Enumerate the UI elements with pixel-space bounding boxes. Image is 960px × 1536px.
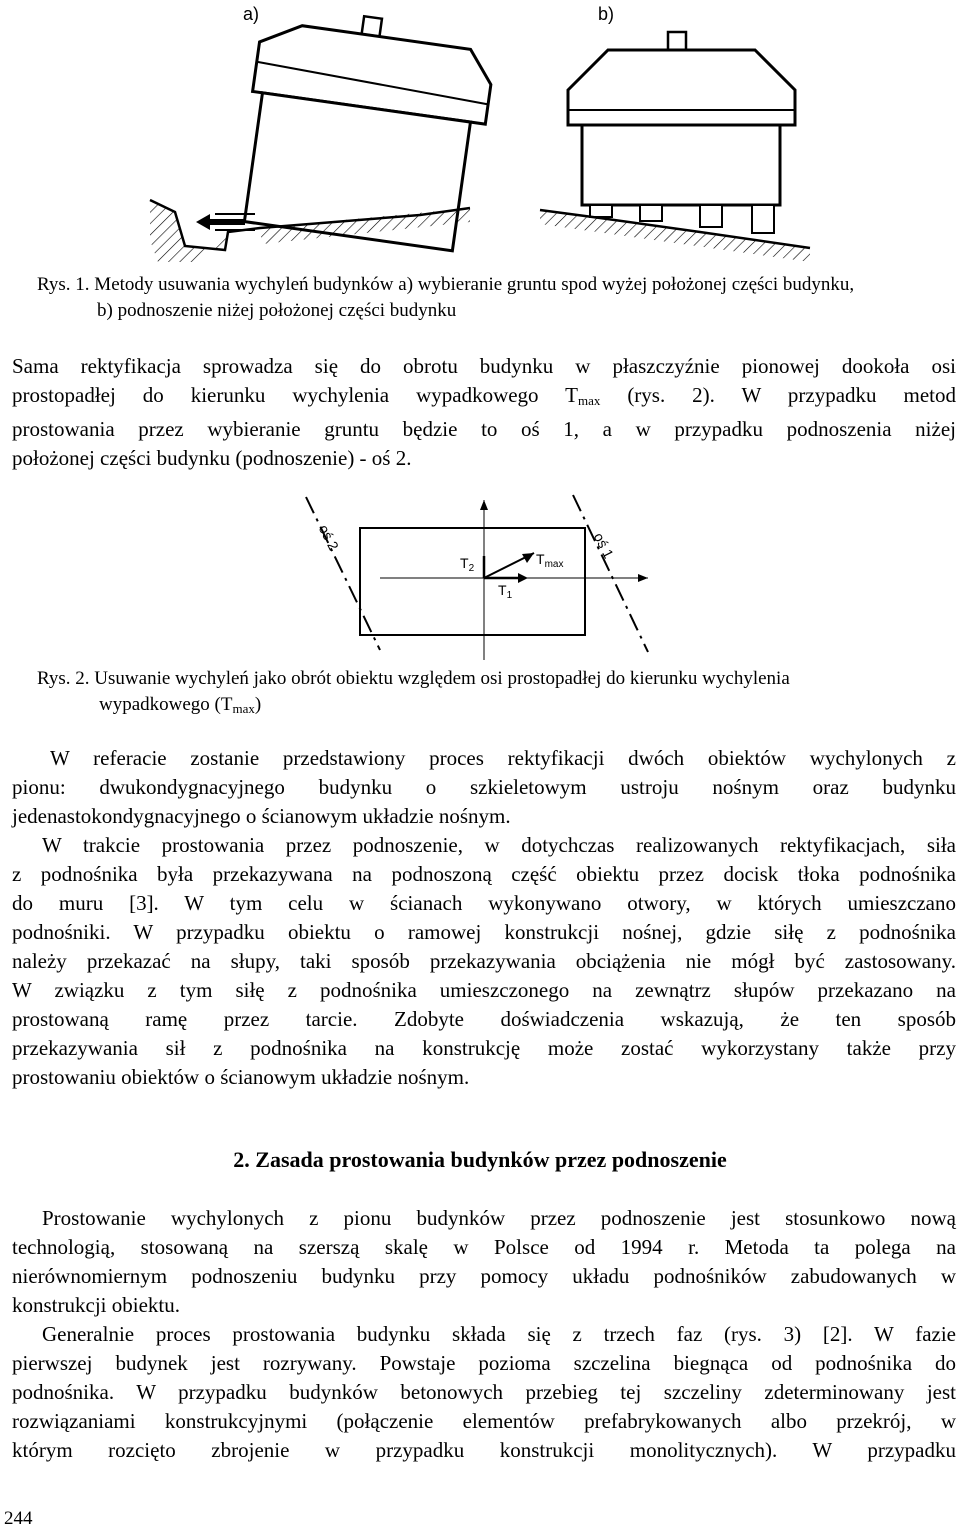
paragraph-4 <box>12 1204 956 1320</box>
paragraph-2 <box>12 744 956 831</box>
t2-subscript: 2 <box>468 563 475 574</box>
paragraph-1 <box>12 352 956 473</box>
t2-label-text: T <box>460 555 469 571</box>
axis-1-label: oś 1 <box>590 530 618 561</box>
paragraph-3-line3: do muru [3]. W tym celu w ścianach wykonywano otwory, w których umieszczano <box>12 891 956 915</box>
figure2-caption-line1: Rys. 2. Usuwanie wychyleń jako obrót obiektu względem osi prostopadłej do kierunku wychylenia <box>37 668 790 689</box>
paragraph-1-line2-text: prostopadłej do kierunku wychylenia wypadkowego T <box>12 383 578 407</box>
paragraph-4-line4: konstrukcji obiektu. <box>12 1293 180 1317</box>
t1-subscript: 1 <box>506 590 513 601</box>
figure1-caption-line2: b) podnoszenie niżej położonej części budynku <box>97 300 457 321</box>
paragraph-5-line1: Generalnie proces prostowania budynku składa się z trzech faz (rys. 3) [2]. W fazie <box>42 1322 956 1346</box>
paragraph-3 <box>12 831 956 1092</box>
figure1-label-a: a) <box>243 4 260 24</box>
paragraph-5-line4: rozwiązaniami konstrukcyjnymi (połączenie elementów prefabrykowanych albo przekrój, w <box>12 1409 956 1433</box>
figure1-drawing <box>0 0 960 265</box>
paragraph-1-line1: Sama rektyfikacja sprowadza się do obrotu budynku w płaszczyźnie pionowej dookoła osi <box>12 354 956 378</box>
paragraph-5-line5: którym rozcięto zbrojenie w przypadku konstrukcji monolitycznych). W przypadku <box>12 1438 956 1462</box>
tmax-subscript: max <box>577 393 601 408</box>
axis-2-line <box>306 497 380 650</box>
figure2-caption-line2 <box>99 692 261 722</box>
paragraph-3-line8: przekazywania sił z podnośnika na konstrukcję może zostać wykorzystany także przy <box>12 1036 956 1060</box>
tmax-label-subscript: max <box>544 559 564 570</box>
figure2-caption-subscript: max <box>232 701 255 716</box>
paragraph-3-line5: należy przekazać na słupy, taki sposób przekazywania obciążenia nie mógł być zastosowany. <box>12 949 956 973</box>
building-plan-rect <box>360 528 585 635</box>
t2-label <box>460 555 474 574</box>
paragraph-3-line9: prostowaniu obiektów o ścianowym układzie nośnym. <box>12 1065 470 1089</box>
paragraph-4-line1: Prostowanie wychylonych z pionu budynków przez podnoszenie jest stosunkowo nową <box>42 1206 956 1230</box>
t1-label <box>498 582 512 601</box>
paragraph-3-line6: W związku z tym siłę z podnośnika umieszczonego na zewnątrz słupów przekazano na <box>12 978 956 1002</box>
tmax-label <box>536 551 563 570</box>
axis-2-label: oś 2 <box>315 522 343 553</box>
paragraph-1-line2 <box>12 381 956 415</box>
tmax-label-text: T <box>536 551 545 567</box>
paragraph-5-line2: pierwszej budynek jest rozrywany. Powstaje pozioma szczelina biegnąca od podnośnika do <box>12 1351 956 1375</box>
section-heading: 2. Zasada prostowania budynków przez podnoszenie <box>233 1147 727 1172</box>
figure2-caption-line2-text: wypadkowego (T <box>99 694 233 715</box>
paragraph-1-line4: położonej części budynku (podnoszenie) - oś 2. <box>12 446 412 470</box>
figure1-label-b: b) <box>598 4 615 24</box>
paragraph-3-line7: prostowaną ramę przez tarcie. Zdobyte doświadczenia wskazują, że ten sposób <box>12 1007 956 1031</box>
figure2-diagram <box>0 490 960 660</box>
paragraph-5 <box>12 1320 956 1465</box>
paragraph-1-line2-rest: (rys. 2). W przypadku metod <box>600 383 956 407</box>
paragraph-4-line2: technologią, stosowaną na szerszą skalę w Polsce od 1994 r. Metoda ta polega na <box>12 1235 956 1259</box>
figure1-caption-line1: Rys. 1. Metody usuwania wychyleń budynków a) wybieranie gruntu spod wyżej położonej części budynku, <box>37 274 855 295</box>
paragraph-4-line3: nierównomiernym podnoszeniu budynku przy pomocy układu podnośników zabudowanych w <box>12 1264 956 1288</box>
paragraph-1-line3: prostowania przez wybieranie gruntu będzie to oś 1, a w przypadku podnoszenia niżej <box>12 417 956 441</box>
paragraph-2-line3: jedenastokondygnacyjnego o ścianowym układzie nośnym. <box>12 804 511 828</box>
paragraph-3-line4: podnośniki. W przypadku obiektu o ramowej konstrukcji nośnej, gdzie siłę z podnośnika <box>12 920 956 944</box>
paragraph-2-line2: pionu: dwukondygnacyjnego budynku o szkieletowym ustroju nośnym oraz budynku <box>12 775 956 799</box>
paragraph-2-line1: W referacie zostanie przedstawiony proces rektyfikacji dwóch obiektów wychylonych z <box>50 746 956 770</box>
excavation-arrow-icon <box>196 214 245 230</box>
paragraph-3-line1: W trakcie prostowania przez podnoszenie, w dotychczas realizowanych rektyfikacjach, siła <box>42 833 956 857</box>
page-number: 244 <box>4 1508 33 1529</box>
paragraph-5-line3: podnośnika. W przypadku budynków betonowych przebieg tej szczeliny zdeterminowany jest <box>12 1380 956 1404</box>
house-on-jacks-b <box>568 32 795 233</box>
t1-label-text: T <box>498 582 507 598</box>
paragraph-3-line2: z podnośnika była przekazywana na podnoszoną część obiektu przez docisk tłoka podnośnika <box>12 862 956 886</box>
figure2-caption-line2-end: ) <box>254 694 262 715</box>
